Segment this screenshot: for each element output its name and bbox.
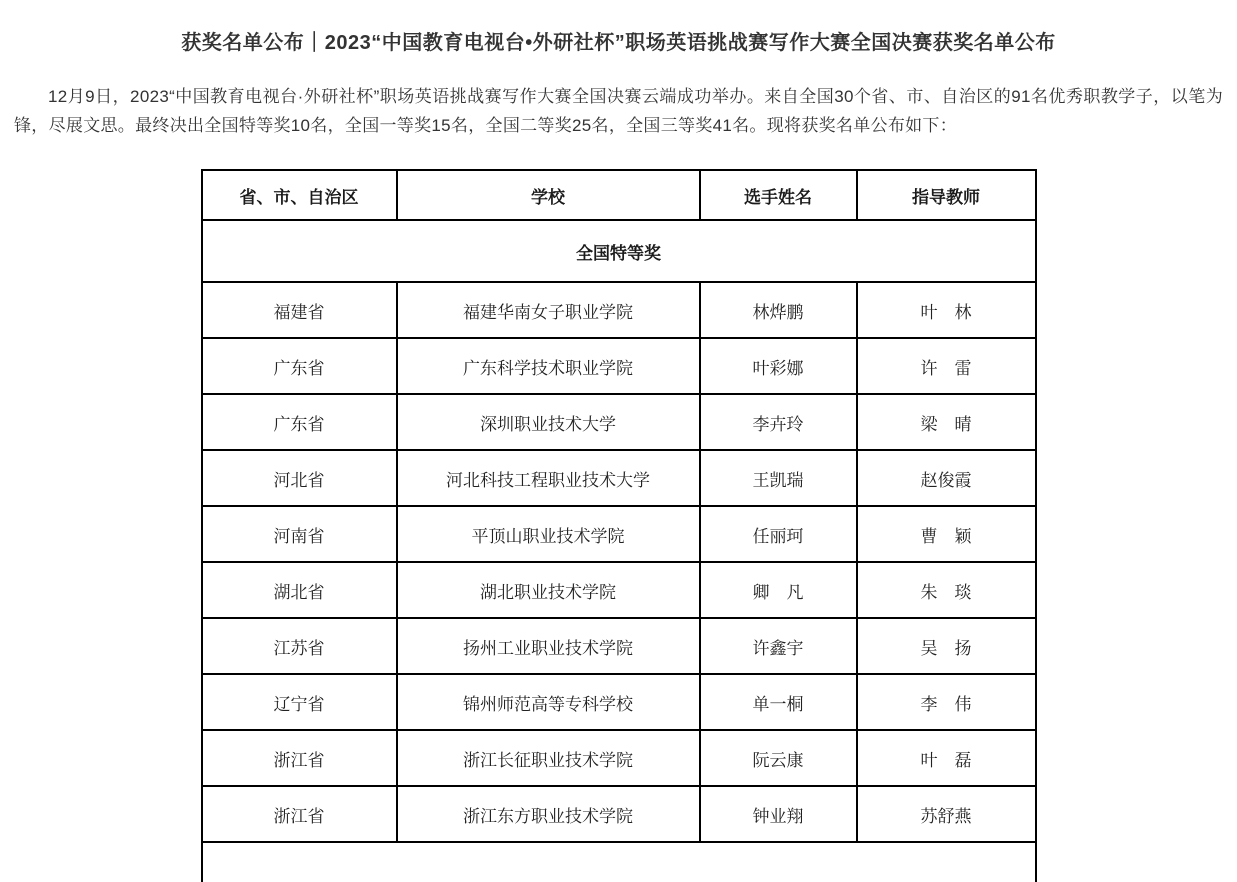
cell-region: 河北省: [202, 450, 397, 506]
table-row: [202, 282, 1036, 338]
table-row: [202, 562, 1036, 618]
table-row: [202, 730, 1036, 786]
awards-table-header: [202, 170, 1036, 220]
intro-paragraph: 12月9日，2023“中国教育电视台·外研社杯”职场英语挑战赛写作大赛全国决赛云端成功举办。来自全国30个省、市、自治区的91名优秀职教学子，以笔为锋，尽展文思。最终决出全国特等奖10名，全国一等奖15名，全国二等奖25名，全国三等奖41名。现将获奖名单公布如下：: [14, 87, 1223, 135]
cell-region: 广东省: [202, 338, 397, 394]
cell-school: 扬州工业职业技术学院: [397, 618, 700, 674]
table-row: [202, 394, 1036, 450]
cell-contestant: 任丽珂: [700, 506, 857, 562]
cell-contestant: 李卉玲: [700, 394, 857, 450]
cell-teacher: 李 伟: [857, 674, 1036, 730]
section-title: 全国特等奖: [202, 220, 1036, 282]
section-row: [202, 220, 1036, 282]
cell-region: 浙江省: [202, 786, 397, 842]
cell-contestant: 林烨鹏: [700, 282, 857, 338]
partial-row-cell: [202, 842, 1036, 882]
cell-teacher: 叶 林: [857, 282, 1036, 338]
cell-teacher: 曹 颖: [857, 506, 1036, 562]
header-cell-contestant: 选手姓名: [700, 170, 857, 220]
cell-region: 河南省: [202, 506, 397, 562]
awards-table: [201, 169, 1037, 882]
cell-region: 福建省: [202, 282, 397, 338]
partial-row: [202, 842, 1036, 882]
cell-school: 河北科技工程职业技术大学: [397, 450, 700, 506]
table-row: [202, 786, 1036, 842]
cell-region: 江苏省: [202, 618, 397, 674]
awards-table-body: [202, 220, 1036, 882]
cell-teacher: 许 雷: [857, 338, 1036, 394]
cell-region: 广东省: [202, 394, 397, 450]
header-cell-school: 学校: [397, 170, 700, 220]
cell-contestant: 许鑫宇: [700, 618, 857, 674]
cell-region: 湖北省: [202, 562, 397, 618]
cell-school: 深圳职业技术大学: [397, 394, 700, 450]
header-cell-region: 省、市、自治区: [202, 170, 397, 220]
cell-contestant: 王凯瑞: [700, 450, 857, 506]
cell-teacher: 吴 扬: [857, 618, 1036, 674]
cell-teacher: 朱 琰: [857, 562, 1036, 618]
cell-contestant: 阮云康: [700, 730, 857, 786]
cell-teacher: 梁 晴: [857, 394, 1036, 450]
cell-school: 广东科学技术职业学院: [397, 338, 700, 394]
cell-contestant: 卿 凡: [700, 562, 857, 618]
cell-teacher: 叶 磊: [857, 730, 1036, 786]
table-row: [202, 338, 1036, 394]
table-row: [202, 618, 1036, 674]
cell-region: 浙江省: [202, 730, 397, 786]
cell-school: 锦州师范高等专科学校: [397, 674, 700, 730]
cell-school: 平顶山职业技术学院: [397, 506, 700, 562]
table-row: [202, 674, 1036, 730]
cell-school: 浙江东方职业技术学院: [397, 786, 700, 842]
cell-teacher: 赵俊霞: [857, 450, 1036, 506]
cell-contestant: 叶彩娜: [700, 338, 857, 394]
header-row: [202, 170, 1036, 220]
cell-region: 辽宁省: [202, 674, 397, 730]
cell-school: 浙江长征职业技术学院: [397, 730, 700, 786]
header-cell-teacher: 指导教师: [857, 170, 1036, 220]
cell-contestant: 单一桐: [700, 674, 857, 730]
cell-contestant: 钟业翔: [700, 786, 857, 842]
cell-school: 湖北职业技术学院: [397, 562, 700, 618]
table-row: [202, 506, 1036, 562]
page-title: 获奖名单公布｜2023“中国教育电视台•外研社杯”职场英语挑战赛写作大赛全国决赛获奖名单公布: [181, 32, 1056, 54]
cell-school: 福建华南女子职业学院: [397, 282, 700, 338]
table-row: [202, 450, 1036, 506]
cell-teacher: 苏舒燕: [857, 786, 1036, 842]
